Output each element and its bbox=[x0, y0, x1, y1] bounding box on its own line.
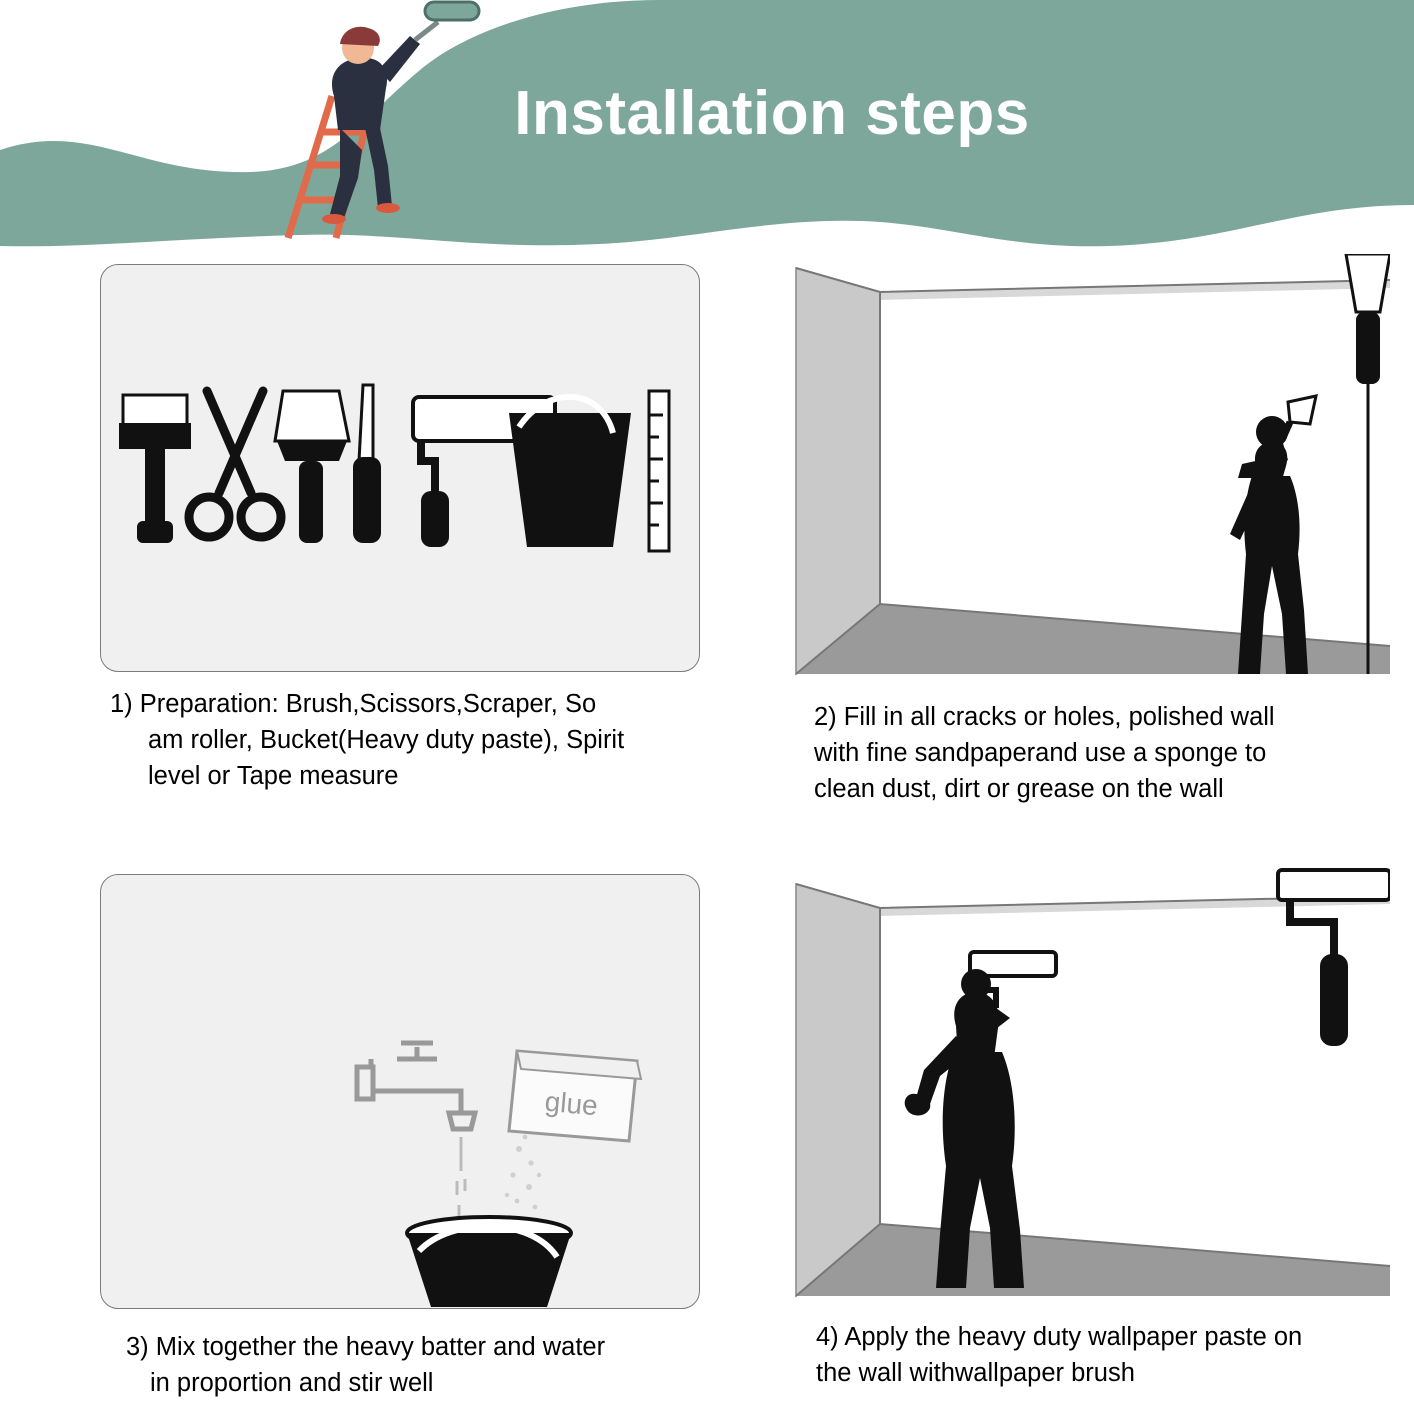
step-3 bbox=[100, 874, 700, 1401]
scissors-icon bbox=[189, 391, 281, 537]
faucet-icon bbox=[357, 1043, 475, 1129]
page-title: Installation steps bbox=[514, 79, 1030, 148]
caption-line: with fine sandpaperand use a sponge to bbox=[814, 739, 1267, 767]
step-1-caption bbox=[100, 686, 700, 794]
caption-line: clean dust, dirt or grease on the wall bbox=[814, 775, 1224, 803]
step-2-image bbox=[790, 254, 1390, 679]
header-banner bbox=[0, 0, 1414, 260]
powder-stream bbox=[505, 1135, 541, 1226]
caption-line: level or Tape measure bbox=[148, 762, 399, 790]
glue-label: glue bbox=[543, 1085, 600, 1122]
brush-icon bbox=[119, 395, 191, 543]
step-4-image bbox=[790, 866, 1390, 1301]
caption-line: 4) Apply the heavy duty wallpaper paste on bbox=[816, 1323, 1303, 1351]
step-4-caption bbox=[790, 1319, 1390, 1391]
step-1 bbox=[100, 264, 700, 794]
caption-line: the wall withwallpaper brush bbox=[816, 1359, 1135, 1387]
glue-bag-icon bbox=[509, 1051, 641, 1141]
caption-line: 2) Fill in all cracks or holes, polished wall bbox=[814, 703, 1275, 731]
caption-line: 3) Mix together the heavy batter and water bbox=[126, 1333, 606, 1361]
step-2-caption bbox=[790, 699, 1390, 807]
utility-knife-icon bbox=[353, 385, 381, 543]
step-3-image bbox=[100, 874, 700, 1309]
bucket-icon bbox=[407, 1217, 571, 1307]
mixing-glue-illustration bbox=[101, 875, 700, 1309]
caption-line: 1) Preparation: Brush,Scissors,Scraper, So bbox=[110, 690, 597, 718]
step-4 bbox=[790, 866, 1390, 1391]
tools-illustration bbox=[101, 265, 700, 672]
caption-line: am roller, Bucket(Heavy duty paste), Spirit bbox=[148, 726, 625, 754]
caption-line: in proportion and stir well bbox=[150, 1369, 434, 1397]
water-stream bbox=[457, 1137, 465, 1219]
applying-paste-illustration bbox=[790, 866, 1390, 1301]
scraper-icon bbox=[275, 391, 349, 543]
ruler-icon bbox=[649, 391, 669, 551]
wall-filling-illustration bbox=[790, 254, 1390, 679]
bucket-icon bbox=[509, 397, 631, 547]
step-3-caption bbox=[100, 1329, 700, 1401]
step-2 bbox=[790, 254, 1390, 807]
step-1-image bbox=[100, 264, 700, 672]
